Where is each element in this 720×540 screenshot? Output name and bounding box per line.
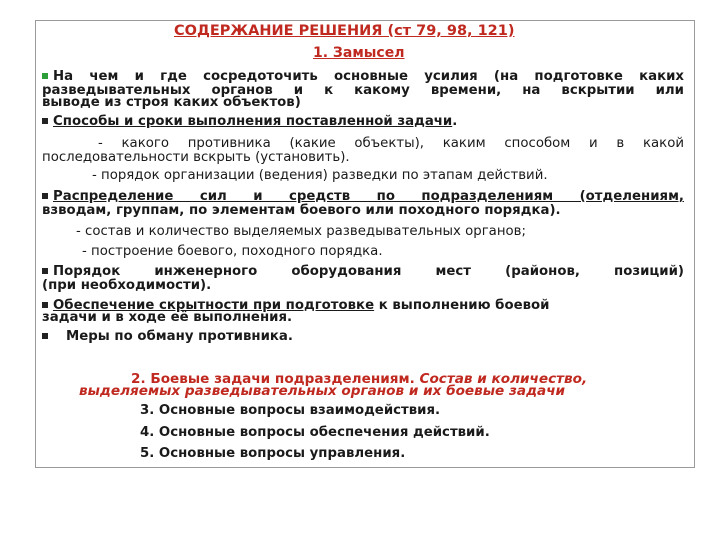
section-combat-tasks-line1: 2. Боевые задачи подразделениям. Состав и количество, [131, 371, 588, 387]
list-item-secrecy-line2: задачи и в ходе её выполнения. [42, 310, 293, 325]
section-subtitle: 1. Замысел [313, 45, 405, 61]
bullet-icon [42, 193, 48, 199]
section-combat-tasks-line2: выделяемых разведывательных органов и их боевые задачи [79, 383, 566, 399]
document-title: СОДЕРЖАНИЕ РЕШЕНИЯ (ст 79, 98, 121) [174, 23, 515, 39]
methods-sub-item-1-line2: последовательности вскрыть (установить). [42, 150, 350, 165]
list-item-concentrate-line3: выводе из строя каких объектов) [42, 95, 301, 110]
section-interaction: 3. Основные вопросы взаимодействия. [140, 403, 441, 418]
methods-sub-item-1-line1: - какого противника (какие объекты), каким способом и в какой [98, 136, 684, 151]
list-item-secrecy-line1: Обеспечение скрытности при подготовке к выполнению боевой [42, 298, 684, 313]
distribution-sub-item-1: - состав и количество выделяемых разведывательных органов; [76, 224, 526, 239]
list-item-methods: Способы и сроки выполнения поставленной задачи. [42, 114, 457, 129]
list-item-distribution-line1: Распределение сил и средств по подразделениям (отделениям, [42, 189, 684, 204]
list-item-concentrate-line2: разведывательных органов и к какому времени, на вскрытии или [42, 83, 684, 98]
bullet-icon [42, 118, 48, 124]
distribution-sub-item-2: - построение боевого, походного порядка. [82, 244, 383, 259]
bullet-icon [42, 268, 48, 274]
bullet-icon [42, 302, 48, 308]
list-item-engineering-line1: Порядок инженерного оборудования мест (районов, позиций) [42, 264, 684, 279]
bullet-icon [42, 333, 48, 339]
list-item-deception: Меры по обману противника. [42, 329, 293, 344]
list-item-engineering-line2: (при необходимости). [42, 278, 212, 293]
green-bullet-icon [42, 73, 48, 79]
section-support: 4. Основные вопросы обеспечения действий. [140, 425, 490, 440]
section-control: 5. Основные вопросы управления. [140, 446, 406, 461]
list-item-concentrate-line1: На чем и где сосредоточить основные усилия (на подготовке каких [42, 69, 684, 84]
list-item-distribution-line2: взводам, группам, по элементам боевого или походного порядка). [42, 203, 561, 218]
methods-sub-item-2: - порядок организации (ведения) разведки по этапам действий. [92, 168, 548, 183]
